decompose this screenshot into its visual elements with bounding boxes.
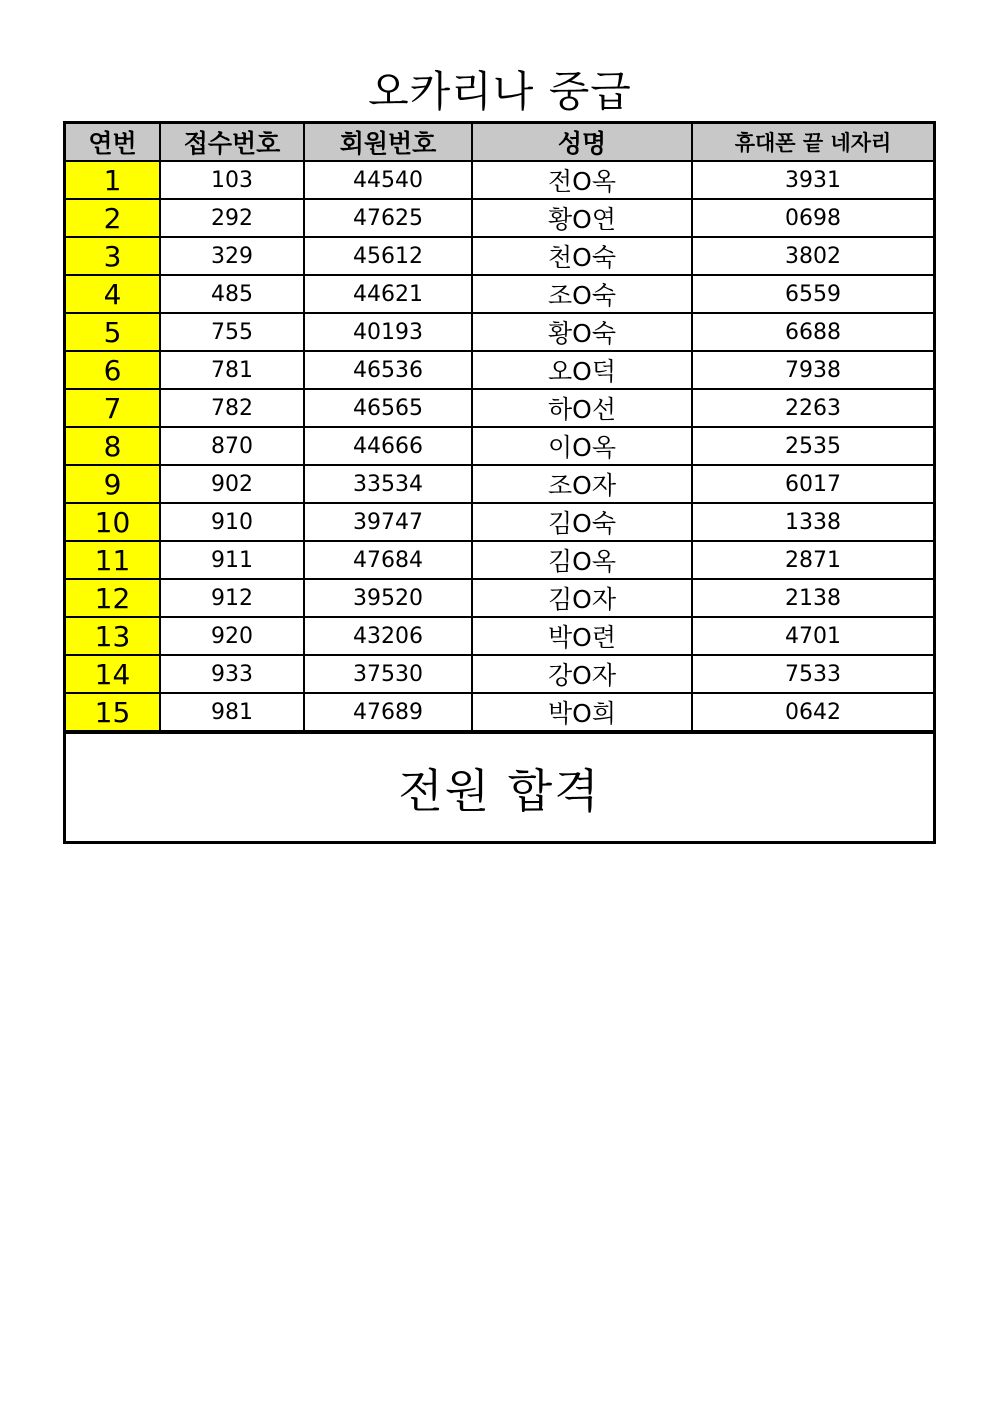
- phone-last-four-cell: 4701: [692, 617, 933, 655]
- member-number-cell: 46536: [304, 351, 472, 389]
- seq-cell: 8: [66, 427, 160, 465]
- table-row: [66, 427, 933, 465]
- table-row: [66, 351, 933, 389]
- seq-cell: 14: [66, 655, 160, 693]
- seq-cell: 10: [66, 503, 160, 541]
- applicant-table: [66, 124, 933, 732]
- phone-last-four-cell: 6559: [692, 275, 933, 313]
- name-cell: 황O숙: [472, 313, 692, 351]
- member-number-cell: 39747: [304, 503, 472, 541]
- table-row: [66, 161, 933, 199]
- table-row: [66, 199, 933, 237]
- receipt-number-cell: 981: [160, 693, 304, 731]
- member-number-cell: 47689: [304, 693, 472, 731]
- seq-cell: 7: [66, 389, 160, 427]
- name-cell: 전O옥: [472, 161, 692, 199]
- receipt-number-cell: 755: [160, 313, 304, 351]
- name-cell: 천O숙: [472, 237, 692, 275]
- receipt-number-cell: 870: [160, 427, 304, 465]
- table-row: [66, 237, 933, 275]
- seq-cell: 2: [66, 199, 160, 237]
- seq-cell: 9: [66, 465, 160, 503]
- column-header-receipt-number: 접수번호: [160, 124, 304, 161]
- table-row: [66, 313, 933, 351]
- receipt-number-cell: 329: [160, 237, 304, 275]
- seq-cell: 15: [66, 693, 160, 731]
- seq-cell: 13: [66, 617, 160, 655]
- seq-cell: 5: [66, 313, 160, 351]
- table-row: [66, 617, 933, 655]
- receipt-number-cell: 911: [160, 541, 304, 579]
- name-cell: 강O자: [472, 655, 692, 693]
- table-row: [66, 275, 933, 313]
- header-row: [66, 124, 933, 161]
- phone-last-four-cell: 2871: [692, 541, 933, 579]
- phone-last-four-cell: 3802: [692, 237, 933, 275]
- member-number-cell: 44666: [304, 427, 472, 465]
- column-header-phone-last-four: 휴대폰 끝 네자리: [692, 124, 933, 161]
- seq-cell: 6: [66, 351, 160, 389]
- phone-last-four-cell: 2263: [692, 389, 933, 427]
- name-cell: 조O자: [472, 465, 692, 503]
- seq-cell: 4: [66, 275, 160, 313]
- member-number-cell: 40193: [304, 313, 472, 351]
- phone-last-four-cell: 7938: [692, 351, 933, 389]
- column-header-name: 성명: [472, 124, 692, 161]
- seq-cell: 3: [66, 237, 160, 275]
- column-header-seq: 연번: [66, 124, 160, 161]
- name-cell: 김O자: [472, 579, 692, 617]
- phone-last-four-cell: 3931: [692, 161, 933, 199]
- member-number-cell: 37530: [304, 655, 472, 693]
- name-cell: 조O숙: [472, 275, 692, 313]
- name-cell: 박O련: [472, 617, 692, 655]
- receipt-number-cell: 912: [160, 579, 304, 617]
- seq-cell: 1: [66, 161, 160, 199]
- phone-last-four-cell: 2535: [692, 427, 933, 465]
- seq-cell: 12: [66, 579, 160, 617]
- name-cell: 이O옥: [472, 427, 692, 465]
- table-row: [66, 655, 933, 693]
- phone-last-four-cell: 0642: [692, 693, 933, 731]
- receipt-number-cell: 902: [160, 465, 304, 503]
- member-number-cell: 33534: [304, 465, 472, 503]
- name-cell: 박O희: [472, 693, 692, 731]
- phone-last-four-cell: 6017: [692, 465, 933, 503]
- receipt-number-cell: 933: [160, 655, 304, 693]
- table-row: [66, 389, 933, 427]
- member-number-cell: 47684: [304, 541, 472, 579]
- name-cell: 김O숙: [472, 503, 692, 541]
- phone-last-four-cell: 6688: [692, 313, 933, 351]
- phone-last-four-cell: 0698: [692, 199, 933, 237]
- name-cell: 황O연: [472, 199, 692, 237]
- member-number-cell: 39520: [304, 579, 472, 617]
- table-row: [66, 465, 933, 503]
- table-row: [66, 503, 933, 541]
- phone-last-four-cell: 7533: [692, 655, 933, 693]
- member-number-cell: 46565: [304, 389, 472, 427]
- receipt-number-cell: 910: [160, 503, 304, 541]
- table-row: [66, 693, 933, 731]
- member-number-cell: 44621: [304, 275, 472, 313]
- column-header-member-number: 회원번호: [304, 124, 472, 161]
- seq-cell: 11: [66, 541, 160, 579]
- member-number-cell: 44540: [304, 161, 472, 199]
- receipt-number-cell: 782: [160, 389, 304, 427]
- member-number-cell: 45612: [304, 237, 472, 275]
- results-sheet: [63, 121, 936, 844]
- receipt-number-cell: 920: [160, 617, 304, 655]
- name-cell: 오O덕: [472, 351, 692, 389]
- receipt-number-cell: 485: [160, 275, 304, 313]
- table-row: [66, 541, 933, 579]
- phone-last-four-cell: 1338: [692, 503, 933, 541]
- table-body: [66, 161, 933, 731]
- receipt-number-cell: 103: [160, 161, 304, 199]
- result-banner: 전원 합격: [66, 732, 933, 841]
- phone-last-four-cell: 2138: [692, 579, 933, 617]
- table-row: [66, 579, 933, 617]
- page-title: 오카리나 중급: [368, 67, 632, 116]
- member-number-cell: 47625: [304, 199, 472, 237]
- name-cell: 하O선: [472, 389, 692, 427]
- name-cell: 김O옥: [472, 541, 692, 579]
- receipt-number-cell: 781: [160, 351, 304, 389]
- member-number-cell: 43206: [304, 617, 472, 655]
- receipt-number-cell: 292: [160, 199, 304, 237]
